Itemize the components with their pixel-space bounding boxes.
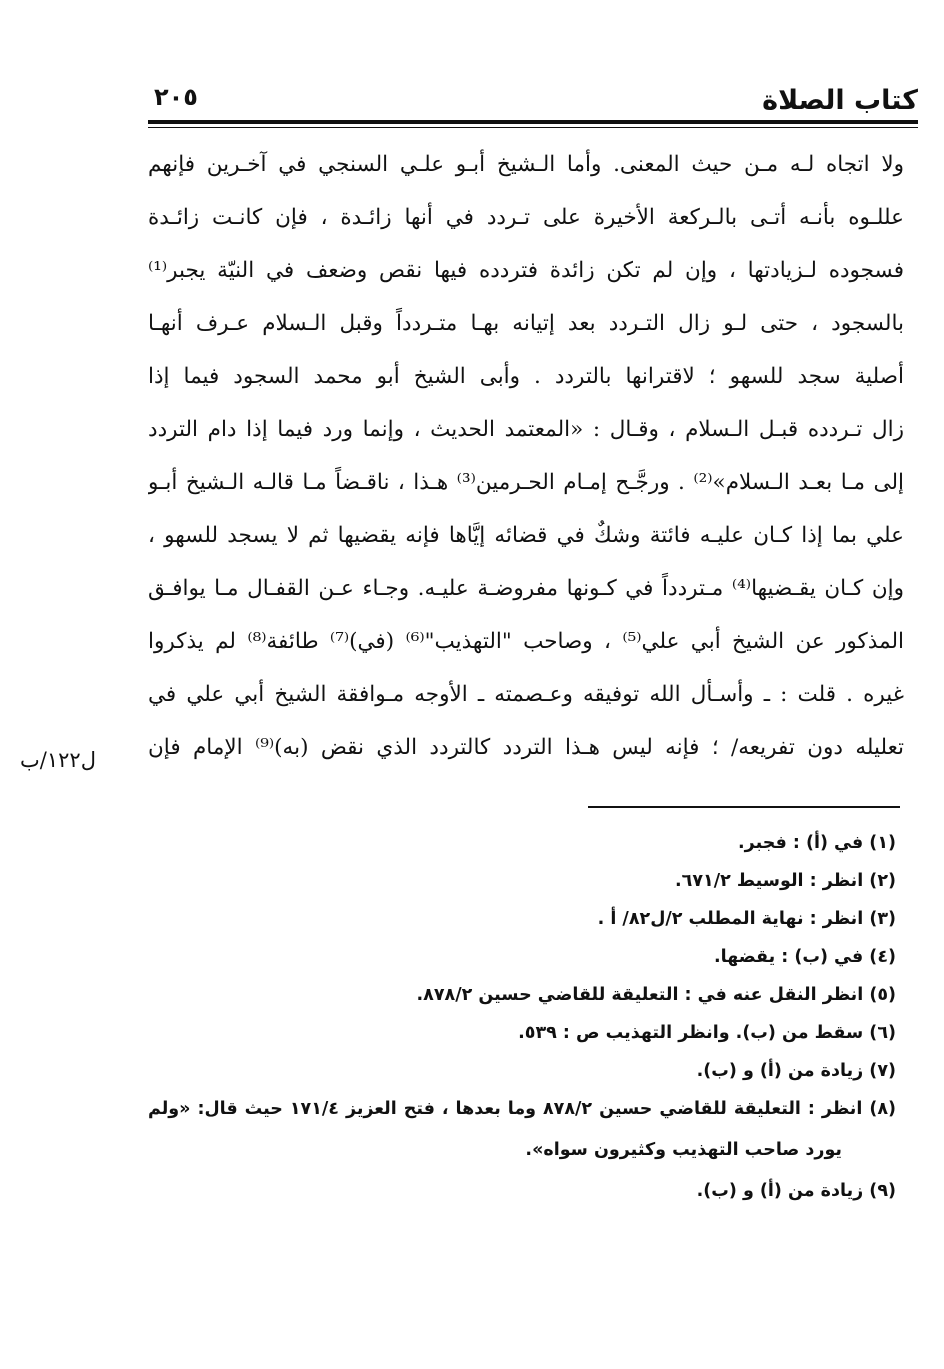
footnote: (٢) انظر : الوسيط ٦٧١/٢. <box>675 871 896 891</box>
footnote: (٣) انظر : نهاية المطلب ٢/ل٨٢/ أ . <box>597 909 896 929</box>
footnote: (٨) انظر : التعليقة للقاضي حسين ٨٧٨/٢ وما بعدها ، فتح العزيز ١٧١/٤ حيث قال: «ولم <box>148 1099 896 1119</box>
body-line: تعليله دون تفريعه/ ؛ فإنه ليس هـذا التردد كالتردد الذي نقض (به)⁽⁹⁾ الإمام فإن <box>148 735 904 760</box>
body-line: عللـوه بأنـه أتـى بالـركعة الأخيرة على تـردد في أنها زائـدة ، فإن كانـت زائـدة <box>148 205 904 230</box>
page-number: ٢٠٥ <box>154 83 198 111</box>
footnote-continuation: يورد صاحب التهذيب وكثيرون سواه». <box>525 1140 842 1160</box>
footnote: (٧) زيادة من (أ) و (ب). <box>696 1061 896 1081</box>
footnotes <box>148 824 896 1210</box>
body-text <box>148 138 904 774</box>
body-line: بالسجود ، حتى لـو زال التـردد بعد إتيانه بهـا متـردداً وقبل الـسلام عـرف أنهـا <box>148 311 904 336</box>
body-line: إلى مـا بعـد الـسلام»⁽²⁾ . ورجَّـح إمـام الحـرمين⁽³⁾ هـذا ، ناقـضاً مـا قالـه الـشيخ أبـو <box>148 470 904 495</box>
header-rule-thin <box>148 127 918 128</box>
footnote: (٦) سقط من (ب). وانظر التهذيب ص : ٥٣٩. <box>518 1023 896 1043</box>
footnote: (٥) انظر النقل عنه في : التعليقة للقاضي حسين ٨٧٨/٢. <box>416 985 896 1005</box>
body-line: وإن كـان يقـضيها⁽⁴⁾ مـتردداً في كـونها مفروضـة عليـه. وجـاء عـن القفـال مـا يوافـق <box>148 576 904 601</box>
body-line: فسجوده لـزيادتها ، وإن لم تكن زائدة فتردده فيها نقص وضعف في النيّة يجبر⁽¹⁾ <box>148 258 904 283</box>
body-line: غيره . قلت : ـ وأسـأل الله توفيقه وعـصمته ـ الأوجه مـوافقة الشيخ أبي علي في <box>148 682 904 707</box>
footnote: (٩) زيادة من (أ) و (ب). <box>696 1181 896 1201</box>
page-header <box>148 80 918 120</box>
body-line: علي بما إذا كـان عليـه فائتة وشكٌ في قضائه إيَّاها فإنه يقضيها ثم لا يسجد للسهو ، <box>148 523 904 548</box>
header-rule-thick <box>148 120 918 124</box>
manuscript-folio-note: ل١٢٢/ب <box>20 748 96 772</box>
footnote: (١) في (أ) : فجبر. <box>738 833 896 853</box>
footnote-separator <box>588 806 900 808</box>
body-line: ولا اتجاه لـه مـن حيث المعنى. وأما الـشيخ أبـو علـي السنجي في آخـرين فإنهم <box>148 152 904 177</box>
running-title: كتاب الصلاة <box>762 85 918 116</box>
body-line: المذكور عن الشيخ أبي علي⁽⁵⁾ ، وصاحب "التهذيب"⁽⁶⁾ (في)⁽⁷⁾ طائفة⁽⁸⁾ لم يذكروا <box>148 629 904 654</box>
body-line: زال تـردده قبـل الـسلام ، وقـال : «المعتمد الحديث ، وإنما ورد فيما إذا دام التردد <box>148 417 904 442</box>
body-line: أصلية سجد للسهو ؛ لاقترانها بالتردد . وأبى الشيخ أبو محمد السجود فيما إذا <box>148 364 904 389</box>
footnote: (٤) في (ب) : يقضها. <box>714 947 896 967</box>
